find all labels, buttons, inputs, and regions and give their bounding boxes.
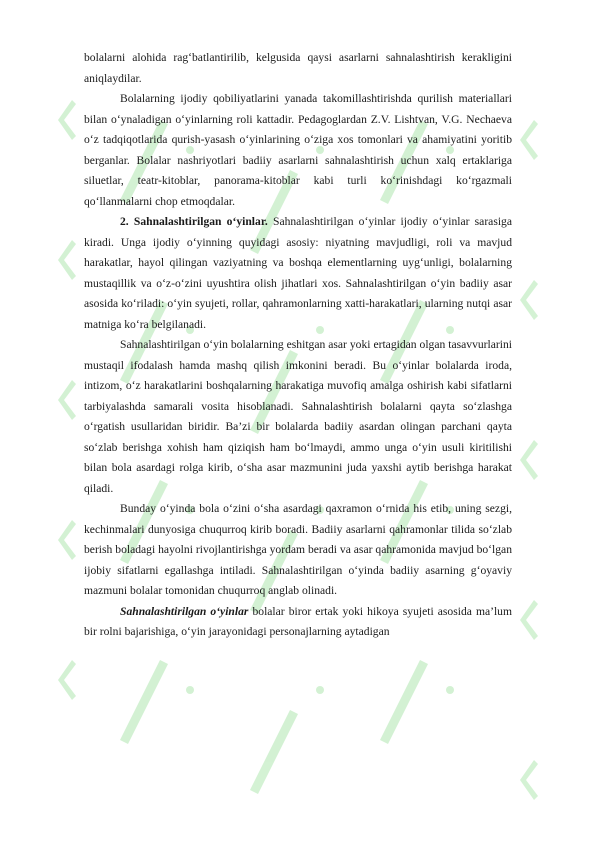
paragraph-text: Bunday o‘yinda bola o‘zini o‘sha asardagi qaxramon o‘rnida his etib, uning sezgi, kechinmalari dunyosiga chuqurroq kirib boradi. Badiiy asarlarni qahramonlar tilida so‘zlab berish boladagi hayolni rivojlantirishga yordam beradi va asar qahramonida mavjud bo‘lgan ijobiy sifatlarni egallashga intiladi. Sahnalashtirilgan o‘yinda badiiy asarning g‘oyaviy mazmuni bolalar tomonidan chuqurroq anglab olinadi. <box>84 502 512 597</box>
paragraph-text: Sahnalashtirilgan o‘yin bolalarning eshitgan asar yoki ertagidan olgan tasavvurlarini mustaqil ifodalash hamda mashq qilish imkonini beradi. Bu o‘yinlar bolalarda iroda, intizom, o‘z harakatlarini boshqalarning harakatiga muvofiq amalga oshirish kabi sifatlarni tarbiyalashda samarali vosita hisoblanadi. Sahnalashtirish bolalarni qayta so‘zlashga o‘rgatish usullaridan biridir. Ba’zi bir bolalarda badiiy asardan olingan parchani qayta so‘zlab berishga xohish ham qiziqish ham bo‘lmaydi, ammo unga o‘yin usuli kiritilishi bilan bola asardagi rolga kirib, o‘sha asar mazmunini juda yaxshi aytib berishga harakat qiladi. <box>84 338 512 495</box>
paragraph-text: bolalarni alohida rag‘batlantirilib, kelgusida qaysi asarlarni sahnalashtirish kerakligini aniqlaydilar. <box>84 51 512 85</box>
paragraph <box>84 602 512 643</box>
section-heading: 2. Sahnalashtirilgan o‘yinlar. <box>120 215 268 228</box>
paragraph <box>84 335 512 499</box>
body-text <box>84 48 512 643</box>
paragraph <box>84 212 512 335</box>
paragraph-text: Sahnalashtirilgan o‘yinlar ijodiy o‘yinlar sarasiga kiradi. Unga ijodiy o‘yinning quyidagi asosiy: niyatning mavjudligi, roli va mavjud harakatlar, hayol qilingan vaziyatning va boshqa elementlarning uyg‘unligi, bolalarning mustaqillik va o‘z-o‘zini uyushtira olish jihatlari xos. Sahnalashtirilgan o‘yin badiiy asar asosida ko‘riladi: o‘yin syujeti, rollar, qahramonlarning xatti-harakatlari, ularning nutqi asar matniga ko‘ra belgilanadi. <box>84 215 512 331</box>
paragraph-text: Bolalarning ijodiy qobiliyatlarini yanada takomillashtirishda qurilish materiallari bilan o‘ynaladigan o‘yinlarning roli kattadir. Pedagoglardan Z.V. Lishtvan, V.G. Nechaeva o‘z tadqiqotlarida qurish-yasash o‘yinlarining o‘ziga xos tomonlari va ahamiyatini yoritib berganlar. Bolalar nashriyotlari badiiy asarlarni sahnalashtirish uchun xalq ertaklariga siluetlar, teatr-kitoblar, panorama-kitoblar kabi turli ko‘rinishdagi ko‘rgazmali qo‘llanmalarni chop etmoqdalar. <box>84 92 512 208</box>
paragraph <box>84 48 512 89</box>
term-emphasis: Sahnalashtirilgan o‘yinlar <box>120 604 249 618</box>
paragraph <box>84 89 512 212</box>
paragraph <box>84 499 512 602</box>
paragraph-text: bolalar biror ertak yoki hikoya syujeti asosida ma’lum bir rolni bajarishiga, o‘yin jarayonidagi personajlarning aytadigan <box>84 604 512 638</box>
